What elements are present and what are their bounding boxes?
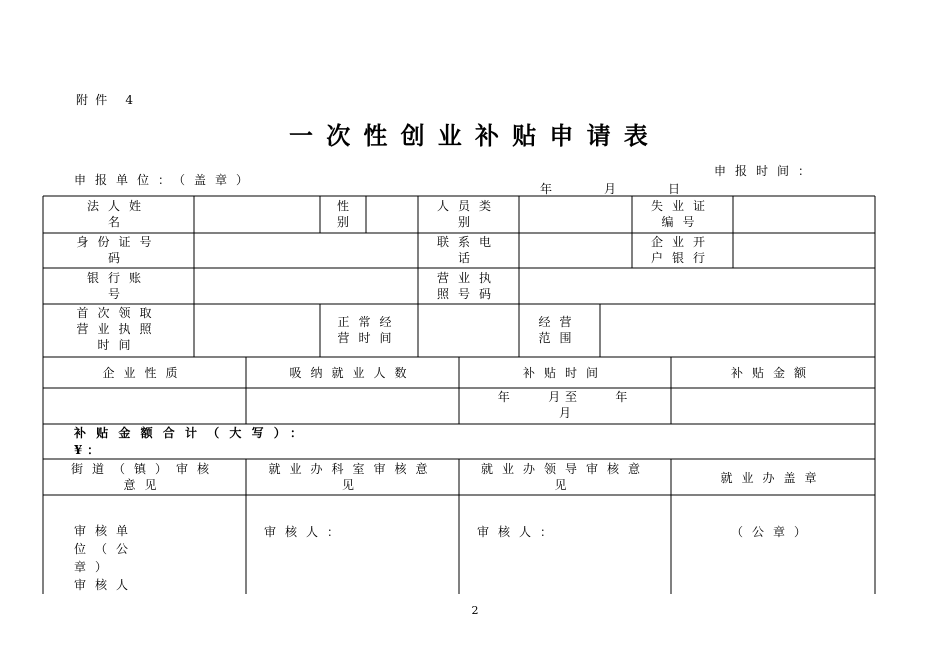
office-seal-header: 就业办盖章 [720,471,826,485]
official-seal-label: （公章） [730,525,815,539]
page-number: 2 [471,604,479,617]
applicant-unit-label: 申报单位：（盖章） [74,173,258,187]
street-opinion-header: 街道（镇）审核 意见 [70,462,218,492]
normal-operation-time-label: 正常经 营时间 [337,315,401,345]
enterprise-nature-header: 企业性质 [102,366,187,380]
first-license-time-label: 首次领取 营业执照 时间 [76,306,161,352]
day-label: 日 [668,182,681,196]
bank-account-label: 银行账 号 [86,271,150,301]
report-time-label: 申报时间： [714,164,820,178]
license-number-label: 营业执 照号码 [436,271,500,301]
phone-label: 联系电 话 [436,235,500,265]
reviewer-1-label: 审核人： [264,525,349,539]
business-scope-label: 经营 范围 [538,315,581,345]
subsidy-period-header: 补贴时间 [522,366,607,380]
year-label: 年 [540,182,553,196]
total-yen-label: ¥： [74,443,104,457]
unemployment-cert-label: 失业证 编号 [650,199,714,229]
office-section-opinion-header: 就业办科室审核意 见 [268,462,437,492]
total-uppercase-label: 补贴金额合计（大写）： [74,426,313,440]
person-category-label: 人员类 别 [436,199,500,229]
form-title: 一次性创业补贴申请表 [289,122,661,150]
bank-name-label: 企业开 户银行 [650,235,714,265]
office-leader-opinion-header: 就业办领导审核意 见 [480,462,649,492]
review-unit-block: 审核单 位（公 章） 审核人 [74,524,138,592]
reviewer-2-label: 审核人： [477,525,562,539]
month-label: 月 [604,182,617,196]
employees-absorbed-header: 吸纳就业人数 [289,366,416,380]
legal-person-name-label: 法人姓 名 [86,199,150,229]
attachment-label: 附件 4 [76,93,141,107]
gender-label: 性 别 [336,199,349,229]
subsidy-amount-header: 补贴金额 [730,366,815,380]
subsidy-period-value: 年 月至 年 月 [497,390,633,420]
id-number-label: 身份证号 码 [76,235,161,265]
